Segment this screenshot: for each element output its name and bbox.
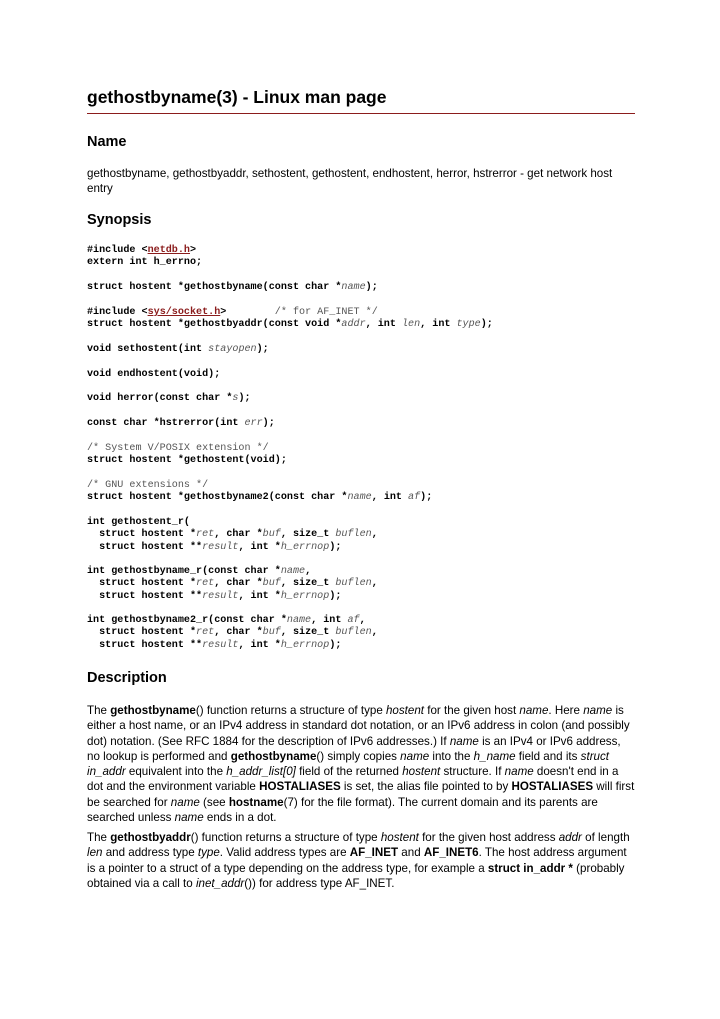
- description-paragraph-2: The gethostbyaddr() function returns a structure of type hostent for the given host address addr of length len and address type type. Valid address types are AF_INET and AF_INET6. The host address argument is a pointer to a struct of a type depending on the address type, for example a struct in_addr * (probably obtained via a call to inet_addr()) for address type AF_INET.: [87, 831, 630, 890]
- synopsis-gethostent: /* System V/POSIX extension */ struct hostent *gethostent(void);: [87, 443, 287, 467]
- name-text: gethostbyname, gethostbyaddr, sethostent, gethostent, endhostent, herror, hstrerror - get network host entry: [87, 167, 613, 196]
- heading-description: Description: [87, 670, 167, 686]
- synopsis-hstrerror: const char *hstrerror(int err);: [87, 418, 275, 429]
- title-divider: [87, 113, 635, 114]
- synopsis-gethostbyname2-r: int gethostbyname2_r(const char *name, int af, struct hostent *ret, char *buf, size_t buflen, struct hostent **result, int *h_errnop);: [87, 615, 378, 651]
- page-title: gethostbyname(3) - Linux man page: [87, 87, 387, 107]
- synopsis-block-1: #include <netdb.h> extern int h_errno;: [87, 245, 203, 269]
- synopsis-gethostent-r: int gethostent_r( struct hostent *ret, char *buf, size_t buflen, struct hostent **result, int *h_errnop);: [87, 517, 378, 553]
- heading-synopsis: Synopsis: [87, 212, 152, 228]
- synopsis-herror: void herror(const char *s);: [87, 393, 251, 404]
- synopsis-gethostbyname2: /* GNU extensions */ struct hostent *gethostbyname2(const char *name, int af);: [87, 480, 433, 504]
- synopsis-endhostent: void endhostent(void);: [87, 369, 221, 380]
- synopsis-gethostbyaddr: #include <sys/socket.h> /* for AF_INET */ struct hostent *gethostbyaddr(const void *addr, int len, int type);: [87, 307, 493, 331]
- synopsis-gethostbyname-r: int gethostbyname_r(const char *name, struct hostent *ret, char *buf, size_t buflen, struct hostent **result, int *h_errnop);: [87, 566, 378, 602]
- link-sys-socket-h[interactable]: sys/socket.h: [147, 307, 221, 318]
- heading-name: Name: [87, 134, 127, 150]
- link-netdb-h[interactable]: netdb.h: [147, 245, 190, 256]
- synopsis-gethostbyname: struct hostent *gethostbyname(const char *name);: [87, 282, 378, 293]
- description-paragraph-1: The gethostbyname() function returns a structure of type hostent for the given host name. Here name is either a host name, or an IPv4 address in standard dot notation, or an IPv6 address in colon (and possibly dot) notation. (See RFC 1884 for the description of IPv6 addresses.) If name is an IPv4 or IPv6 address, no lookup is performed and gethostbyname() simply copies name into the h_name field and its struct in_addr equivalent into the h_addr_list[0] field of the returned hostent structure. If name doesn't end in a dot and the environment variable HOSTALIASES is set, the alias file pointed to by HOSTALIASES will first be searched for name (see hostname(7) for the file format). The current domain and its parents are searched unless name ends in a dot.: [87, 704, 635, 825]
- synopsis-sethostent: void sethostent(int stayopen);: [87, 344, 269, 355]
